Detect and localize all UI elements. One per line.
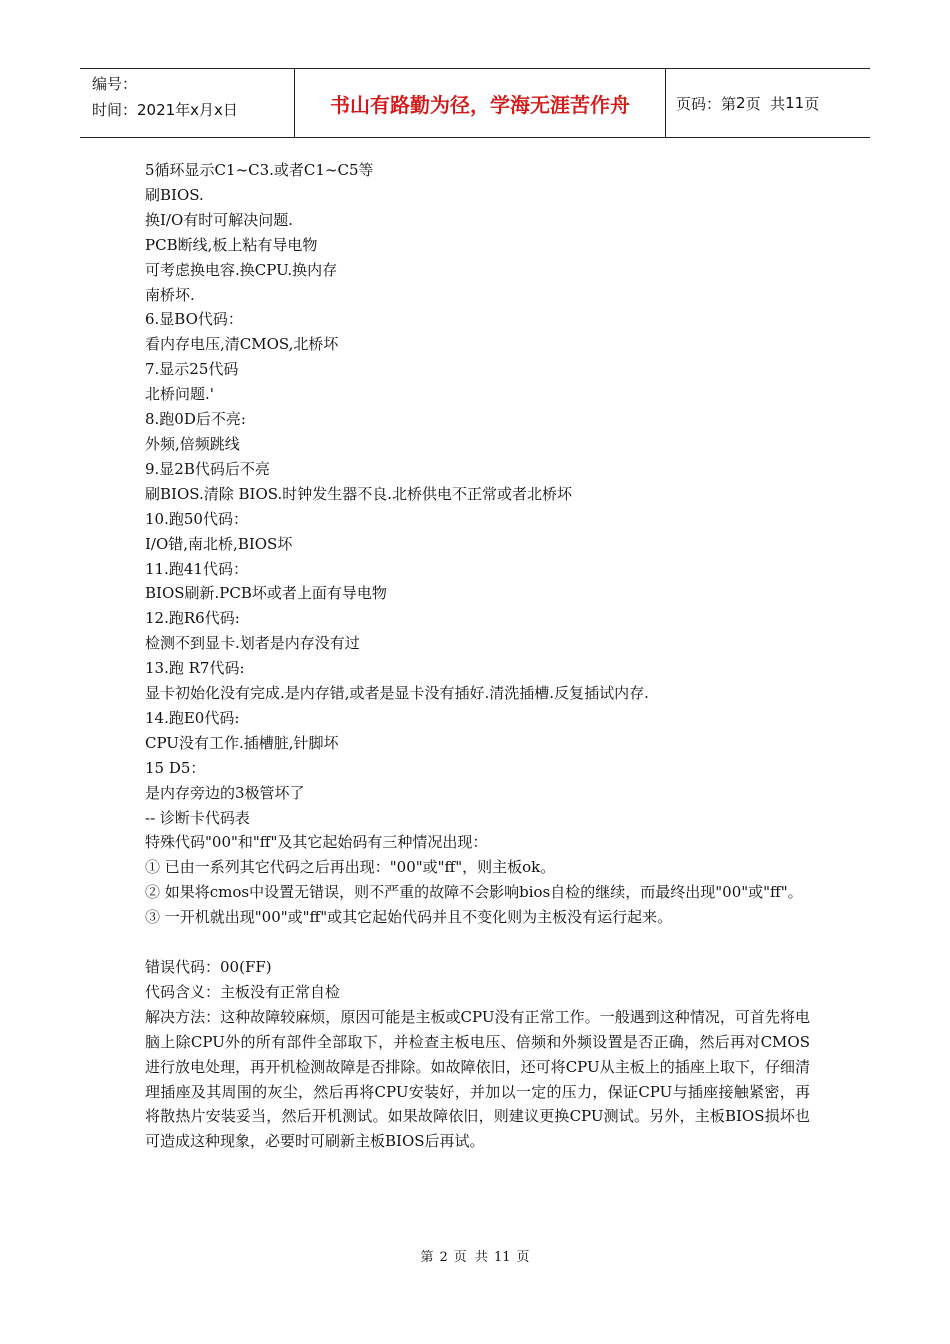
error-code: 错误代码：00(FF) [145, 957, 272, 976]
header-page-info [666, 69, 870, 137]
header-info [80, 69, 294, 137]
third-case-line: ③ 一开机就出现"00"或"ff"或其它起始代码并且不变化则为主板没有运行起来。 [145, 908, 673, 927]
text-line: 9.显2B代码后不亮 [145, 459, 270, 478]
text-line: 刷BIOS. [145, 185, 204, 204]
time-label: 时间：2021年x月x日 [92, 101, 238, 119]
text-line: ① 已由一系列其它代码之后再出现："00"或"ff"，则主板ok。 [145, 858, 556, 877]
document-body [145, 158, 810, 1154]
page-footer [0, 1246, 950, 1265]
text-line: 换I/O有时可解决问题. [145, 210, 294, 229]
text-line: 刷BIOS.清除 BIOS.时钟发生器不良.北桥供电不正常或者北桥坏 [145, 484, 573, 503]
text-line: PCB断线,板上粘有导电物 [145, 235, 318, 254]
header-motto: 书山有路勤为径，学海无涯苦作舟 [294, 69, 666, 137]
text-line: 7.显示25代码 [145, 360, 239, 379]
text-line: 北桥问题.' [145, 385, 214, 404]
text-line: 外频,倍频跳线 [145, 434, 240, 453]
cmos-paragraph: ② 如果将cmos中设置无错误，则不严重的故障不会影响bios自检的继续，而最终出现"00"或"ff"。 [145, 883, 803, 902]
text-line: CPU没有工作.插槽脏,针脚坏 [145, 733, 339, 752]
text-line: 特殊代码"00"和"ff"及其它起始码有三种情况出现： [145, 833, 488, 852]
text-line: 6.显BO代码： [145, 310, 243, 329]
page-end-label: 页 [804, 94, 820, 113]
page-header [80, 68, 870, 138]
text-line: I/O错,南北桥,BIOS坏 [145, 534, 293, 553]
text-line: 南桥坏. [145, 285, 195, 304]
code-meaning: 代码含义：主板没有正常自检 [145, 982, 341, 1001]
footer-suffix: 页 [516, 1250, 530, 1265]
footer-page: 2 [439, 1250, 448, 1265]
text-line: 8.跑0D后不亮: [145, 410, 246, 429]
text-line: 12.跑R6代码: [145, 609, 240, 628]
text-line: 是内存旁边的3极管坏了 [145, 783, 305, 802]
page-number: 2 [736, 94, 746, 112]
number-label: 编号： [92, 75, 138, 93]
page-mid-label: 页 共 [745, 94, 786, 113]
text-line: 15 D5： [145, 758, 206, 777]
text-line: BIOS刷新.PCB坏或者上面有导电物 [145, 584, 387, 603]
footer-total: 11 [493, 1250, 511, 1265]
text-line: 14.跑E0代码: [145, 708, 240, 727]
solution-paragraph: 解决方法：这种故障较麻烦，原因可能是主板或CPU没有正常工作。一般遇到这种情况，可首先将电脑上除CPU外的所有部件全部取下，并检查主板电压、倍频和外频设置是否正确，然后再对CMOS进行放电处理，再开机检测故障是否排除。如故障依旧，还可将CPU从主板上的插座上取下，仔细清理插座及其周围的灰尘，然后再将CPU安装好，并加以一定的压力，保证CPU与插座接触紧密，再将散热片安装妥当，然后开机测试。如果故障依旧，则建议更换CPU测试。另外，主板BIOS损坏也可造成这种现象，必要时可刷新主板BIOS后再试。 [145, 1007, 810, 1151]
blank-line [145, 930, 810, 955]
text-line: 检测不到显卡.划者是内存没有过 [145, 634, 360, 653]
text-line: 13.跑 R7代码: [145, 659, 245, 678]
text-line: 可考虑换电容.换CPU.换内存 [145, 260, 338, 279]
text-line: 10.跑50代码： [145, 509, 248, 528]
page-label: 页码：第 [676, 94, 737, 113]
text-line: 5循环显示C1~C3.或者C1~C5等 [145, 161, 374, 179]
page-total: 11 [785, 94, 805, 112]
footer-mid: 页 共 [453, 1250, 488, 1265]
text-line: -- 诊断卡代码表 [145, 808, 250, 827]
text-line: 显卡初始化没有完成.是内存错,或者是显卡没有插好.清洗插槽.反复插试内存. [145, 684, 649, 703]
text-line: 11.跑41代码： [145, 559, 248, 578]
text-line: 看内存电压,清CMOS,北桥坏 [145, 335, 339, 354]
footer-prefix: 第 [420, 1250, 434, 1265]
